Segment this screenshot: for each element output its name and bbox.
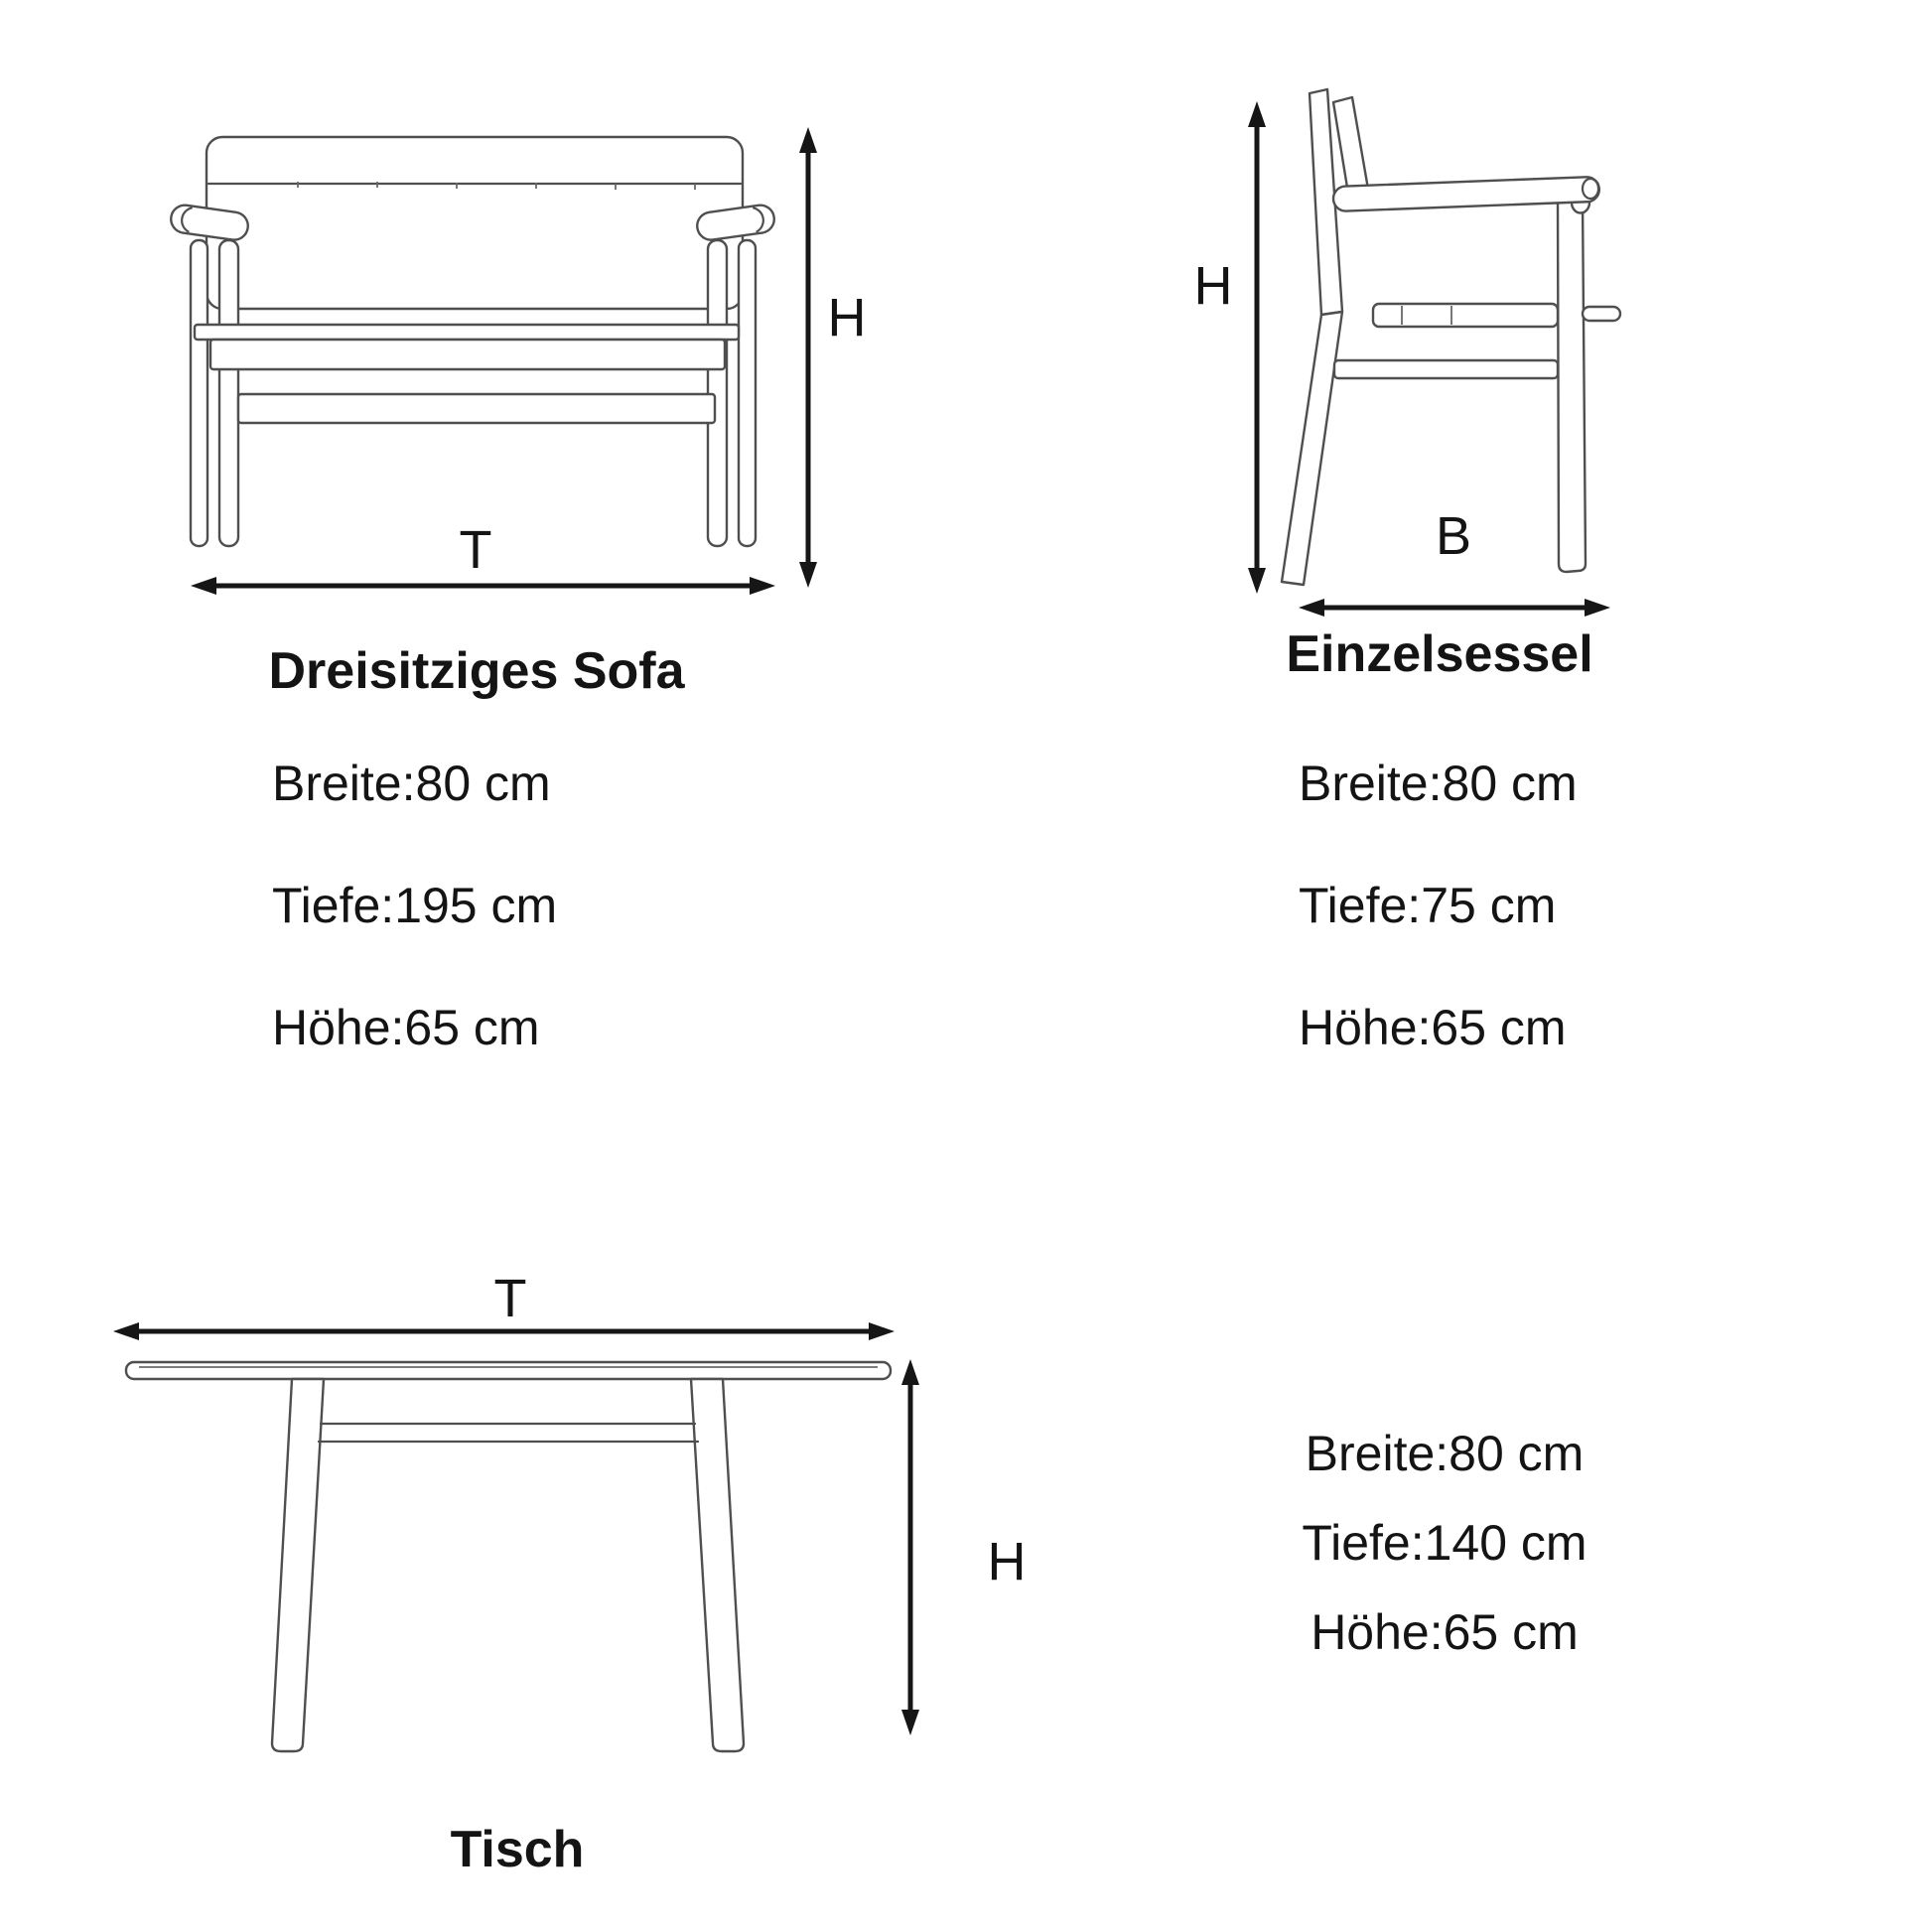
table-diagram <box>79 1261 1052 1797</box>
table-spec-depth: Tiefe:140 cm <box>1302 1515 1587 1571</box>
table-height-dimension-arrow <box>901 1359 919 1735</box>
table-title: Tisch <box>450 1821 585 1878</box>
chair-height-dim-label: H <box>1193 256 1233 316</box>
sofa-spec-height: Höhe:65 cm <box>272 1000 540 1055</box>
chair-spec-width: Breite:80 cm <box>1299 756 1578 811</box>
chair-side-rail <box>1334 360 1558 378</box>
sofa-spec-width: Breite:80 cm <box>272 756 551 811</box>
chair-spec-depth: Tiefe:75 cm <box>1299 878 1557 933</box>
table-stretcher <box>319 1424 698 1442</box>
table-top <box>126 1362 891 1379</box>
chair-front-leg <box>1558 197 1586 572</box>
sofa-spec-depth: Tiefe:195 cm <box>272 878 558 933</box>
table-leg-left <box>272 1379 324 1751</box>
sofa-title: Dreisitziges Sofa <box>268 642 685 700</box>
chair-height-dimension-arrow <box>1248 101 1266 594</box>
table-drawing <box>126 1362 891 1751</box>
chair-seat-tenon <box>1583 307 1620 321</box>
sofa-stretcher <box>238 394 715 423</box>
sofa-height-dimension-arrow <box>799 127 817 588</box>
sofa-apron <box>210 340 725 369</box>
chair-spec-height: Höhe:65 cm <box>1299 1000 1567 1055</box>
sofa-drawing <box>169 137 775 546</box>
table-height-dim-label: H <box>987 1532 1027 1591</box>
sofa-backrest <box>207 137 743 309</box>
sofa-height-dim-label: H <box>827 288 867 347</box>
chair-title: Einzelsessel <box>1286 625 1593 683</box>
sofa-seat <box>195 325 739 340</box>
chair-diagram <box>1172 69 1638 625</box>
table-width-dim-label: T <box>493 1269 527 1328</box>
chair-width-dim-label: B <box>1435 506 1472 566</box>
chair-back-slat <box>1333 97 1369 200</box>
sofa-diagram <box>139 79 874 606</box>
chair-seat <box>1373 304 1558 327</box>
sofa-width-dim-label: T <box>459 520 492 580</box>
chair-back-leg <box>1282 312 1342 585</box>
table-spec-height: Höhe:65 cm <box>1311 1604 1579 1660</box>
table-spec-width: Breite:80 cm <box>1305 1426 1585 1481</box>
chair-width-dimension-arrow <box>1299 599 1610 617</box>
table-leg-right <box>691 1379 744 1751</box>
